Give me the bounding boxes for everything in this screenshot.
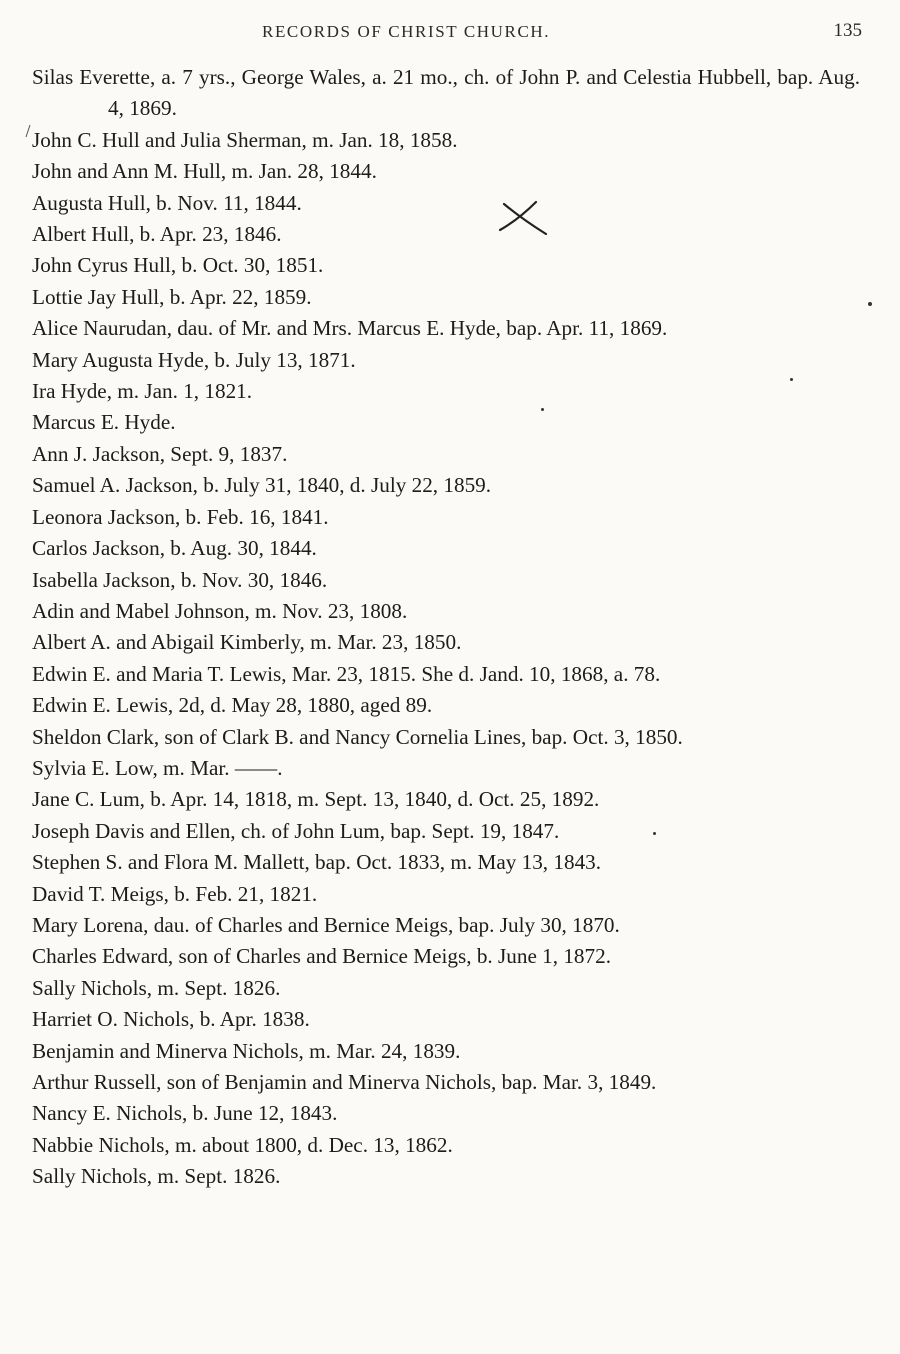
pencil-tick-mark <box>24 124 32 138</box>
record-entry: Mary Lorena, dau. of Charles and Bernice Meigs, bap. July 30, 1870. <box>32 912 620 937</box>
record-entry: Sally Nichols, m. Sept. 1826. <box>32 1164 281 1189</box>
record-entry: John and Ann M. Hull, m. Jan. 28, 1844. <box>32 159 377 184</box>
record-entry: Albert Hull, b. Apr. 23, 1846. <box>32 222 282 247</box>
record-entry: Isabella Jackson, b. Nov. 30, 1846. <box>32 567 328 592</box>
record-entry: Silas Everette, a. 7 yrs., George Wales, a. 21 mo., ch. of John P. and Celestia Hubbell, bap. Aug. 4, 1869. <box>32 65 860 121</box>
record-entry: Edwin E. Lewis, 2d, d. May 28, 1880, aged 89. <box>32 693 433 718</box>
record-entry: Leonora Jackson, b. Feb. 16, 1841. <box>32 504 329 529</box>
record-entry: Charles Edward, son of Charles and Bernice Meigs, b. June 1, 1872. <box>32 944 612 969</box>
record-entry: David T. Meigs, b. Feb. 21, 1821. <box>32 881 318 906</box>
record-entry: Stephen S. and Flora M. Mallett, bap. Oct. 1833, m. May 13, 1843. <box>32 850 602 875</box>
record-entry: Jane C. Lum, b. Apr. 14, 1818, m. Sept. 13, 1840, d. Oct. 25, 1892. <box>32 787 600 812</box>
running-head <box>0 20 900 50</box>
record-entry: Arthur Russell, son of Benjamin and Minerva Nichols, bap. Mar. 3, 1849. <box>32 1070 657 1094</box>
record-entry: Sally Nichols, m. Sept. 1826. <box>32 975 281 1000</box>
record-entry: Adin and Mabel Johnson, m. Nov. 23, 1808. <box>32 598 408 623</box>
record-entry: Mary Augusta Hyde, b. July 13, 1871. <box>32 347 356 372</box>
record-entry: Carlos Jackson, b. Aug. 30, 1844. <box>32 536 317 561</box>
record-entry: Marcus E. Hyde. <box>32 410 176 435</box>
record-entry: Ann J. Jackson, Sept. 9, 1837. <box>32 441 288 466</box>
record-entry: Augusta Hull, b. Nov. 11, 1844. <box>32 190 302 215</box>
record-entry: Albert A. and Abigail Kimberly, m. Mar. 23, 1850. <box>32 630 462 655</box>
record-entry: Harriet O. Nichols, b. Apr. 1838. <box>32 1007 310 1032</box>
page-speck <box>868 302 872 306</box>
record-entry: Nabbie Nichols, m. about 1800, d. Dec. 13, 1862. <box>32 1132 453 1157</box>
record-entry: Joseph Davis and Ellen, ch. of John Lum, bap. Sept. 19, 1847. <box>32 818 560 843</box>
record-entry: Lottie Jay Hull, b. Apr. 22, 1859. <box>32 284 312 309</box>
record-list <box>32 62 860 1193</box>
page-title: RECORDS OF CHRIST CHURCH. <box>262 22 551 41</box>
record-entry: Nancy E. Nichols, b. June 12, 1843. <box>32 1101 338 1126</box>
record-entry: John Cyrus Hull, b. Oct. 30, 1851. <box>32 253 324 278</box>
record-entry: Alice Naurudan, dau. of Mr. and Mrs. Marcus E. Hyde, bap. Apr. 11, 1869. <box>32 316 668 341</box>
record-entry: Edwin E. and Maria T. Lewis, Mar. 23, 1815. She d. Jand. 10, 1868, a. 78. <box>32 661 661 686</box>
record-entry: Samuel A. Jackson, b. July 31, 1840, d. July 22, 1859. <box>32 473 492 498</box>
record-entry: Sylvia E. Low, m. Mar. ——. <box>32 755 283 780</box>
record-entry: John C. Hull and Julia Sherman, m. Jan. 18, 1858. <box>32 127 458 152</box>
record-entry: Benjamin and Minerva Nichols, m. Mar. 24, 1839. <box>32 1038 461 1063</box>
record-entry: Ira Hyde, m. Jan. 1, 1821. <box>32 379 253 404</box>
record-entry: Sheldon Clark, son of Clark B. and Nancy Cornelia Lines, bap. Oct. 3, 1850. <box>32 724 683 749</box>
page-number: 135 <box>833 20 862 41</box>
